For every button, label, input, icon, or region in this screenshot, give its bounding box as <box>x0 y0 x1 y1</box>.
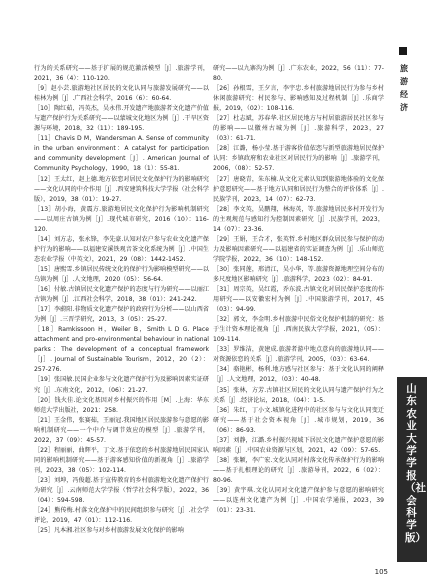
reference-item: ［14］刘方志，张永锋，李先豪.认知对农户参与农业文化遗产保护行为的影响——以福建安溪铁观音茶文化系统为例［J］.中国生态农业学报（中英文），2021，29（08）：1442-1452. <box>34 235 209 263</box>
reference-item: ［39］黄宇琪.文化认同对文化遗产保护参与意愿的影响研究——以连州文化遗产为例［J］.中国农学通报，2023，39（01）：23-31. <box>213 486 384 515</box>
reference-item: ［11］Chavis D M，Wandersman A. Sense of community in the urban environment：A catalyst for participation and community development［J］. American Journal of Community Psychology，1990，18（1）：55-81. <box>34 135 209 173</box>
reference-item: ［32］郭文，李金明.乡村旅游中民俗文化保护机制的研究：基于生计资本理论视角［J］.西南民族大学学报，2021，（05）：109-114. <box>213 316 384 344</box>
reference-item: ［33］罗维洁，黄建成.旅游者游中地点意向的旅游地认同——对资源依恋的关系［J］.旅游学刊，2005，（03）：63-64. <box>213 346 384 364</box>
reference-item: ［25］凡本湘.社区参与对乡村旅游发展文化保护的影响 <box>34 527 184 535</box>
reference-item: ［17］李蔚阳.非物质文化遗产保护的政府行为分析——以山西省为例［J］.三晋学研究，2013，3（05）：25-27. <box>34 306 209 324</box>
reference-item: ［9］赵小芸.旅游地社区居民的文化认同与旅游发展研究——以桂林为例［J］.广西社会科学，2016（6）：60-64. <box>34 85 209 103</box>
reference-item: ［37］刘静，江潞.乡村振兴视域下居民文化遗产保护意愿的影响因素［J］.中国农业资源与区划，2021，42（09）：57-65. <box>213 436 384 454</box>
reference-item: ［28］李文英，吴鹏翔，林海英，等.旅游地居民多村开发行为的主观规范与感知行为控制因素研究［J］.民族学刊，2023，14（07）：23-36. <box>213 205 384 233</box>
reference-item: ［38］张颖，李广宏.文化认同对村落文化传承保护行为的影响——基于扎根理论的研究［J］.旅游导刊，2022，6（02）：80-96. <box>213 456 384 484</box>
reference-item: ［36］朱红，丁小文.城镇化进程中的社区参与与文化认同变迁研究——基于社会资本视角［J］.城市规划，2019，36（06）：86-93. <box>213 406 384 434</box>
reference-item: ［20］钱火佳.论文化基因对乡村振兴的作用［M］.上海：华东师范大学出版社，2021：258. <box>34 396 209 414</box>
reference-item: ［23］刘坤，冯俊超.基于宣传教育的乡村旅游地文化遗产保护行为研究［J］.云南师范大学学报（哲学社会科学版），2022，36（04）：594-598. <box>34 476 209 505</box>
reference-item: ［28］江潞，杨小莹.基于游客价值依恋与新型旅游地居民保护认同：乡镇政府和农业社区对居民行为的影响［J］.旅游学刊，2006，（08）：52-57. <box>213 145 384 173</box>
reference-item: ［22］程丽丽，曲辉平，丁文.基于依恋的乡村旅游地居民国家认同的影响机制研究——基于游客感知价值的新视角［J］.旅游学刊，2023，38（05）：102-114. <box>34 446 209 474</box>
reference-item: ［27］唐晓青，朱东楠.从文化元素认知到旅游地体验的文化保护意愿研究——基于地方认同和居民行为整合的评价体系［J］.民族学刊，2023，14（07）：62-73. <box>213 175 384 203</box>
reference-item: ［34］骆艳彬，杨利.地方感与社区参与：基于文化认同的阐释［J］.人文地理，2012，（03）：40-48. <box>213 366 384 384</box>
reference-item: ［24］熊传梅.村落文化保护中的民间组织参与研究［J］.社会学评论，2019，47（01）：112-116. <box>34 507 209 525</box>
reference-item: 研究——以九寨沟为例［J］.广东农业，2022，56（11）：77-80. <box>213 65 384 83</box>
reference-item: ［10］陶红茹，冯英杰，吴永伟.开发遗产地旅游者文化遗产价值与遗产保护行为关系研究——以蒙城文化地区为例［J］.干旱区资源与环境，2018，32（11）：189-195. <box>34 105 209 133</box>
section-marker-square <box>399 47 407 55</box>
reference-item: ［29］王娟，王合才，张英哲.乡村地区群众居民参与保护的动力及影响因素研究——以福建省的实证调查为例［J］.乐山师范学院学报，2022，36（10）：148-152. <box>213 235 384 263</box>
reference-item: ［15］唐熙雪.乡镇居民传统文化的保护行为影响模型研究——以乌镇为例［J］.人文地理，2020（05）：56-64. <box>34 265 209 283</box>
reference-item: ［18］Ramkissoon H，Weiler B，Smith L D G. Place attachment and pro-environmental behaviour in national parks：The development of a conceptual framework［J］. Journal of Sustainable Tourism，2012，20（2）：257-276. <box>34 326 209 374</box>
reference-item: ［13］胡小海，黄震方.旅游地居民文化保护行为影响机制研究——以周庄古镇为例［J］.现代城市研究，2016（10）：116-120. <box>34 205 209 233</box>
reference-item: ［12］王太红，赵上德.地方依恋对居民文化保护行为的影响研究——文化认同的中介作用［J］.西安建筑科技大学学报（社会科学版），2019，38（01）：19-27. <box>34 175 209 203</box>
reference-item: ［27］杜志斌，苏春华.社区居民地方与村居旅游居民社区参与的影响——以徽州古城为例［J］.旅游科学，2023，27（03）：61-71. <box>213 115 384 143</box>
reference-item: ［19］张国敏.民国企业参与文化遗产保护行为及影响因素实证研究［J］.东南文化，2012，（06）：21-27. <box>34 376 209 394</box>
reference-item: ［16］付敏.古镇居民文化遗产保护的态度与行为研究——以丽江古镇为例［J］.江西社会科学，2018，38（01）：241-242. <box>34 286 209 304</box>
reference-item: ［21］王金伟，张赛茹，王丽冠.我国地区居民旅游参与意愿的影响机制研究——一个中介与调节效应的模型［J］.旅游学刊，2022，37（09）：45-57. <box>34 416 209 444</box>
reference-item: 行为的关系研究——基于扩展的规范激活模型［J］.旅游学刊，2021，36（4）：110-120. <box>34 65 209 83</box>
journal-title: 山东农业大学学报（社会科学版） <box>405 383 426 544</box>
reference-item: ［30］张同莲，邢清江，吴小华，等.旅游资源地理空间分布的多尺度地区影响研究［J］.旅游科学，2023（02）：84-91. <box>213 265 384 283</box>
reference-item: ［26］孙根雪，王夕言，李宇忠.乡村旅游地居民行为参与乡村休闲旅游研究：村民参与、影响感知及过程机制［J］.乐商学报，2019，（02）：108-116. <box>213 85 384 113</box>
section-label: 旅游经济 <box>400 63 408 112</box>
references-column-left <box>34 64 209 536</box>
reference-item: ［35］张林，方芳.古镇社区居民的文化认同与遗产保护行为之关系［J］.经济论坛，2018，（04）：1-5. <box>213 386 384 404</box>
references-column-right <box>213 64 384 516</box>
reference-item: ［31］周宗英，吴红霞，乔东波.古镇文化对居民保护态度的作用研究——以安徽宏村为例［J］.中国旅游学刊，2017，45（03）：94-99. <box>213 286 384 314</box>
page-number: 105 <box>374 568 388 576</box>
